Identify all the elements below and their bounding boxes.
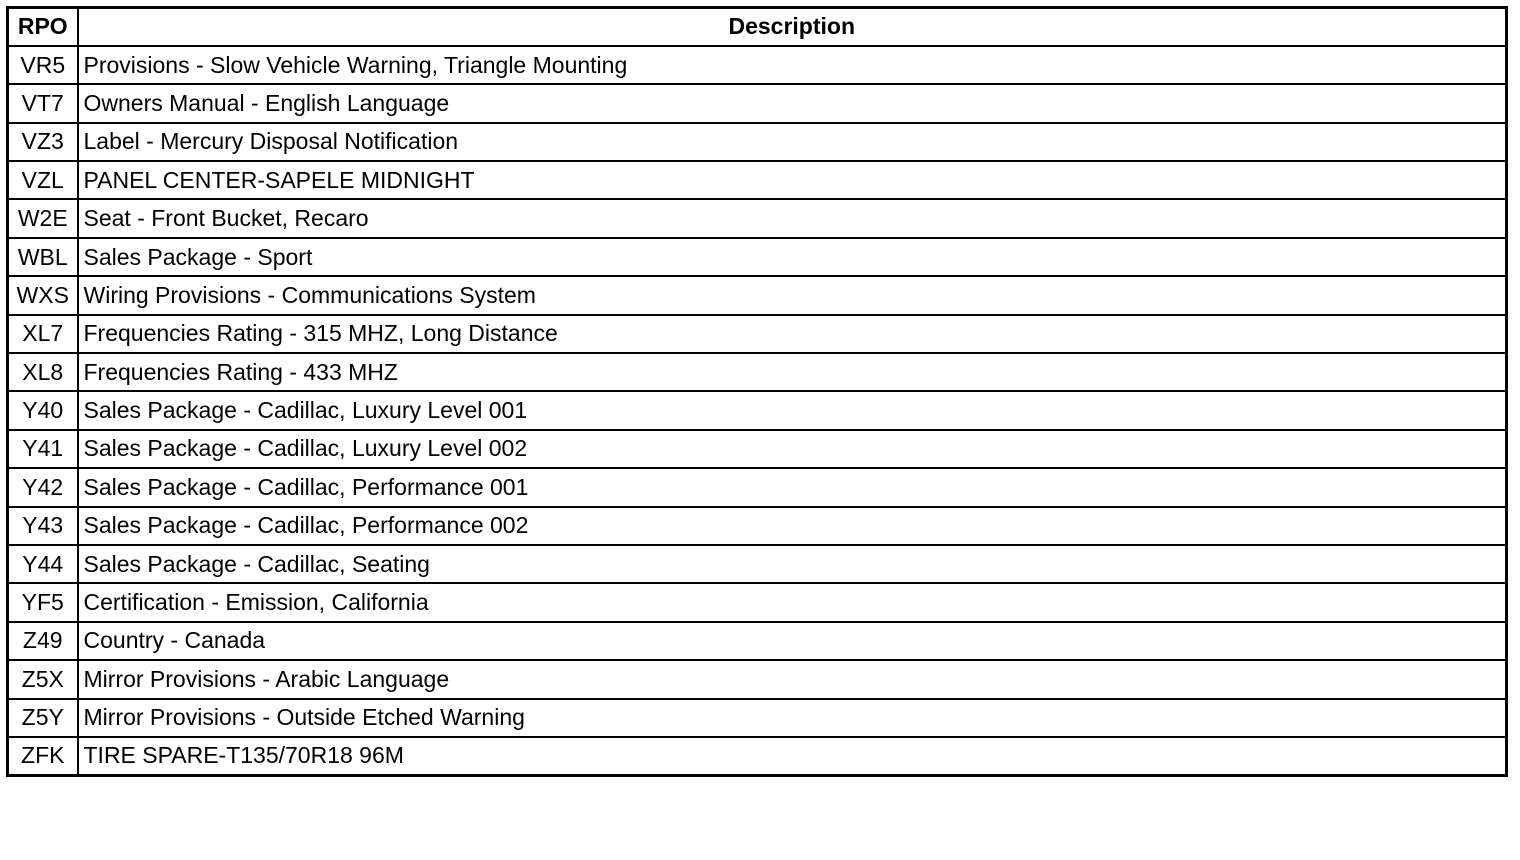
rpo-code-cell: XL8 (8, 353, 78, 391)
rpo-code-cell: Z5Y (8, 699, 78, 737)
description-cell: Sales Package - Cadillac, Luxury Level 002 (78, 430, 1507, 468)
table-row (8, 315, 1507, 353)
table-row (8, 545, 1507, 583)
rpo-code-cell: WBL (8, 238, 78, 276)
description-cell: Sales Package - Sport (78, 238, 1507, 276)
description-cell: Mirror Provisions - Arabic Language (78, 660, 1507, 698)
table-header (8, 8, 1507, 46)
rpo-code-cell: W2E (8, 199, 78, 237)
description-cell: Certification - Emission, California (78, 583, 1507, 621)
rpo-code-cell: Z49 (8, 622, 78, 660)
description-cell: Frequencies Rating - 433 MHZ (78, 353, 1507, 391)
rpo-code-cell: Y41 (8, 430, 78, 468)
column-header-rpo: RPO (8, 8, 78, 46)
table-row (8, 84, 1507, 122)
table-row (8, 699, 1507, 737)
table-row (8, 276, 1507, 314)
table-row (8, 199, 1507, 237)
rpo-code-cell: VZL (8, 161, 78, 199)
description-cell: Country - Canada (78, 622, 1507, 660)
description-cell: Sales Package - Cadillac, Performance 002 (78, 507, 1507, 545)
rpo-code-cell: Y43 (8, 507, 78, 545)
table-row (8, 238, 1507, 276)
description-cell: Provisions - Slow Vehicle Warning, Triangle Mounting (78, 46, 1507, 84)
table-row (8, 123, 1507, 161)
rpo-code-cell: VZ3 (8, 123, 78, 161)
table-row (8, 660, 1507, 698)
description-cell: Seat - Front Bucket, Recaro (78, 199, 1507, 237)
description-cell: Sales Package - Cadillac, Luxury Level 001 (78, 391, 1507, 429)
rpo-code-cell: Y44 (8, 545, 78, 583)
description-cell: PANEL CENTER-SAPELE MIDNIGHT (78, 161, 1507, 199)
table-row (8, 46, 1507, 84)
rpo-table (6, 6, 1508, 777)
rpo-code-cell: Y42 (8, 468, 78, 506)
rpo-code-cell: ZFK (8, 737, 78, 775)
table-row (8, 737, 1507, 775)
rpo-code-cell: XL7 (8, 315, 78, 353)
table-row (8, 622, 1507, 660)
rpo-code-cell: YF5 (8, 583, 78, 621)
table-body (8, 46, 1507, 775)
description-cell: Sales Package - Cadillac, Performance 001 (78, 468, 1507, 506)
table-row (8, 468, 1507, 506)
table-row (8, 353, 1507, 391)
description-cell: Sales Package - Cadillac, Seating (78, 545, 1507, 583)
rpo-code-cell: VT7 (8, 84, 78, 122)
rpo-code-cell: WXS (8, 276, 78, 314)
table-row (8, 583, 1507, 621)
rpo-code-cell: VR5 (8, 46, 78, 84)
table-row (8, 161, 1507, 199)
description-cell: Frequencies Rating - 315 MHZ, Long Distance (78, 315, 1507, 353)
table-row (8, 507, 1507, 545)
table-row (8, 430, 1507, 468)
description-cell: Label - Mercury Disposal Notification (78, 123, 1507, 161)
description-cell: Owners Manual - English Language (78, 84, 1507, 122)
table-row (8, 391, 1507, 429)
rpo-code-cell: Y40 (8, 391, 78, 429)
description-cell: Mirror Provisions - Outside Etched Warning (78, 699, 1507, 737)
rpo-code-cell: Z5X (8, 660, 78, 698)
description-cell: TIRE SPARE-T135/70R18 96M (78, 737, 1507, 775)
description-cell: Wiring Provisions - Communications System (78, 276, 1507, 314)
column-header-description: Description (78, 8, 1507, 46)
header-row (8, 8, 1507, 46)
